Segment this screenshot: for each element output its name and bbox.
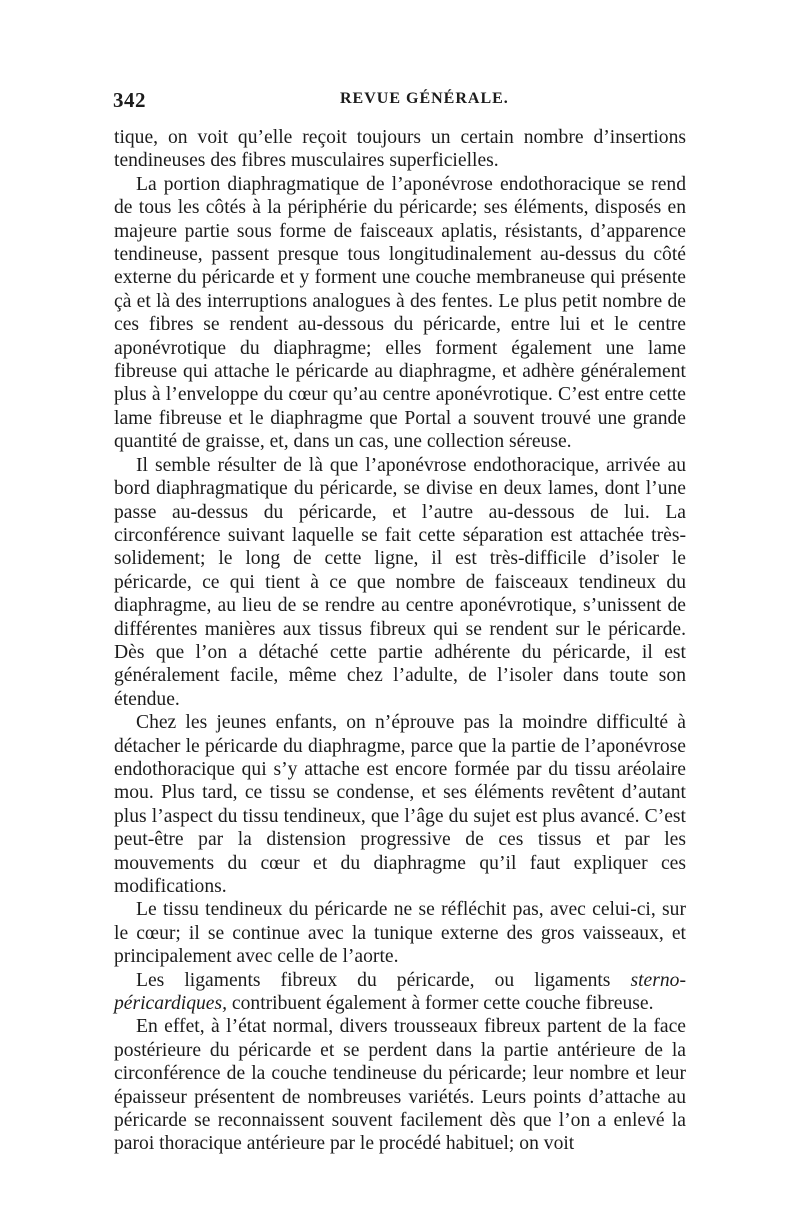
paragraph-3: Il semble résulter de là que l’aponévrose endothoracique, arrivée au bord diaphragmatique du péricarde, se divise en deux lames, dont l’une passe au-dessus du péricarde, et l’autre au-dessous de lui. La circonférence suivant laquelle se fait cette séparation est attachée très-solidement; le long de cette ligne, il est très-difficile d’isoler le péricarde, ce qui tient à ce que nombre de faisceaux tendineux du diaphragme, au lieu de se rendre au centre aponévrotique, s’unissent de différentes manières aux tissus fibreux qui se rendent sur le péricarde. Dès que l’on a détaché cette partie adhérente du péricarde, il est généralement facile, même chez l’adulte, de l’isoler dans toute son étendue.: [114, 454, 686, 710]
running-title: REVUE GÉNÉRALE.: [340, 90, 509, 107]
italic-term: sterno-péricardiques,: [114, 969, 686, 1015]
paragraph-5: Le tissu tendineux du péricarde ne se réfléchit pas, avec celui-ci, sur le cœur; il se continue avec la tunique externe des gros vaisseaux, et principalement avec celle de l’aorte.: [114, 899, 686, 968]
paragraph-6-end: contribuent également à former cette couche fibreuse.: [227, 993, 654, 1015]
body-text: [114, 126, 686, 1156]
paragraph-2: La portion diaphragmatique de l’aponévrose endothoracique se rend de tous les côtés à la périphérie du péricarde; ses éléments, disposés en majeure partie sous forme de faisceaux aplatis, résistants, d’apparence tendineuse, passent presque tous longitudinalement au-dessus du côté externe du péricarde et y forment une couche membraneuse qui présente çà et là des interruptions analogues à des fentes. Le plus petit nombre de ces fibres se rendent au-dessous du péricarde, entre lui et le centre aponévrotique du diaphragme; elles forment également une lame fibreuse qui attache le péricarde au diaphragme, et adhère généralement plus à l’enveloppe du cœur qu’au centre aponévrotique. C’est entre cette lame fibreuse et le diaphragme que Portal a souvent trouvé une grande quantité de graisse, et, dans un cas, une collection séreuse.: [114, 173, 686, 453]
paragraph-1: tique, on voit qu’elle reçoit toujours un certain nombre d’insertions tendineuses des fibres musculaires superficielles.: [114, 127, 686, 172]
page-number: 342: [113, 88, 146, 112]
paragraph-7: En effet, à l’état normal, divers trousseaux fibreux partent de la face postérieure du péricarde et se perdent dans la partie antérieure de la circonférence de la couche tendineuse du péricarde; leur nombre et leur épaisseur présentent de nombreuses variétés. Leurs points d’attache au péricarde se reconnaissent souvent facilement dès que l’on a enlevé la paroi thoracique antérieure par le procédé habituel; on voit: [114, 1016, 686, 1155]
paragraph-4: Chez les jeunes enfants, on n’éprouve pas la moindre difficulté à détacher le péricarde du diaphragme, parce que la partie de l’aponévrose endothoracique qui s’y attache est encore formée par du tissu aréolaire mou. Plus tard, ce tissu se condense, et ses éléments revêtent d’autant plus l’aspect du tissu tendineux, que l’âge du sujet est plus avancé. C’est peut-être par la distension progressive de ces tissus et par les mouvements du cœur et du diaphragme qu’il faut expliquer ces modifications.: [114, 712, 686, 897]
paragraph-6-start: Les ligaments fibreux du péricarde, ou ligaments: [136, 969, 631, 991]
running-head: [113, 88, 691, 120]
paragraph-6: [114, 969, 686, 1016]
